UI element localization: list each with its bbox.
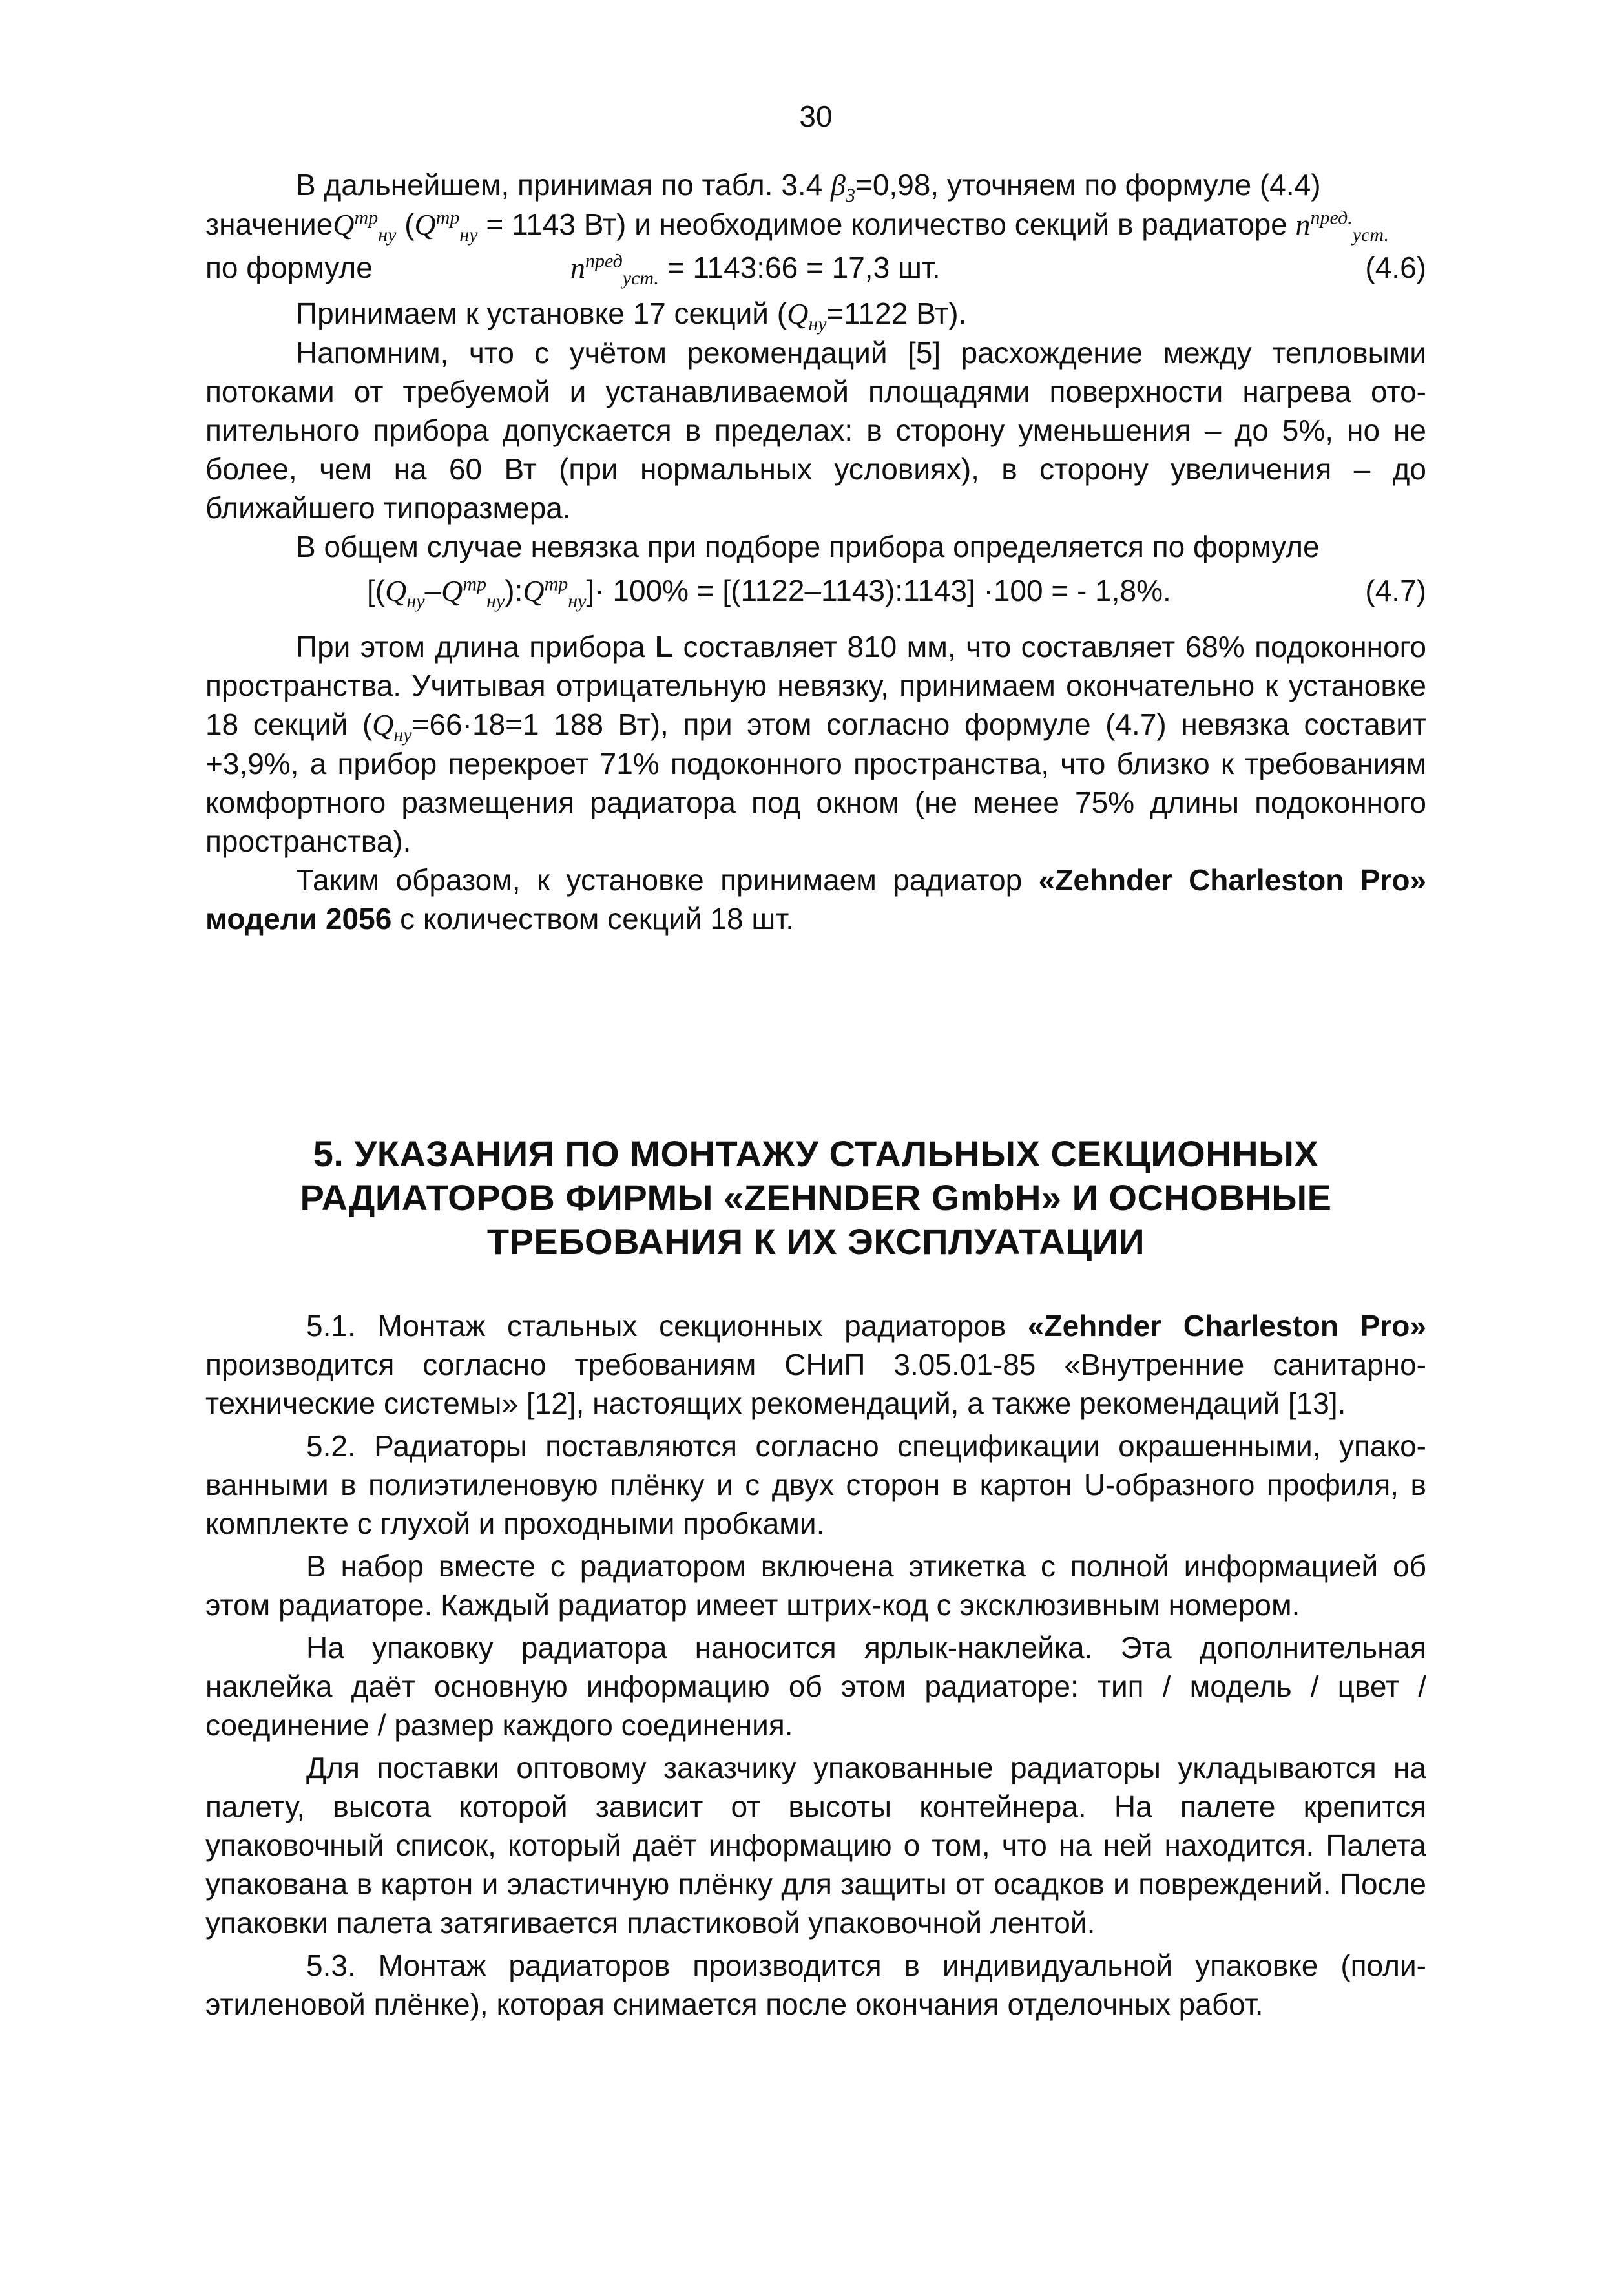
paragraph-general: В общем случае невязка при подборе прибора определяется по формуле bbox=[296, 530, 1320, 563]
nu-subscript: ну bbox=[568, 591, 587, 612]
text: =66·18=1 188 Вт), при этом согласно формуле (4.7) невязка составит +3,9%, а прибор перекроет 71% подоконного пространства, что близко к требованиям комфортного размещения радиатора под окном (не менее 75% длины подоконного пространства). bbox=[205, 707, 1426, 858]
text: 5.1. Монтаж стальных секционных радиаторов bbox=[306, 1309, 1028, 1343]
paragraph-pack: На упаковку радиатора наносится ярлык-наклейка. Эта дополнительная наклейка даёт основную информацию об этом радиаторе: тип / модель / цвет / соединение / размер каждого соединения. bbox=[205, 1631, 1426, 1742]
nu-subscript: ну bbox=[459, 224, 478, 246]
nu-subscript: ну bbox=[486, 591, 505, 612]
nu-subscript: ну bbox=[406, 591, 425, 612]
paragraph-accept bbox=[205, 294, 1426, 333]
formula-4-6 bbox=[205, 248, 1426, 288]
paragraph-pallet: Для поставки оптовому заказчику упакованные радиаторы укладываются на палету, высота которой зависит от высоты контейнера. На палете крепится упаковочный список, который даёт информацию о том, что на ней находится. Палета упакована в картон и эластичную плёнку для защиты от осадков и повреждений. После упаковки палета затягивается пластиковой упаковочной лентой. bbox=[205, 1751, 1426, 1940]
formula-text: ): bbox=[505, 574, 523, 607]
tr-superscript: тр bbox=[544, 573, 568, 595]
pred-superscript: пред bbox=[585, 250, 623, 272]
formula-4-7 bbox=[205, 571, 1426, 611]
title-line: РАДИАТОРОВ ФИРМЫ «ZEHNDER GmbH» И ОСНОВНЫЕ bbox=[300, 1177, 1332, 1218]
paragraph-5-3: 5.3. Монтаж радиаторов производится в индивидуальной упаковке (полиэтиленовой плёнке), которая снимается после окончания отделочных работ. bbox=[205, 1949, 1426, 2021]
nu-subscript: ну bbox=[808, 313, 827, 335]
q-symbol: Q bbox=[333, 208, 355, 241]
formula-expression bbox=[570, 248, 1349, 288]
paragraph-intro-cont bbox=[205, 205, 1426, 244]
tr-superscript: тр bbox=[463, 573, 487, 595]
text: с количеством секций 18 шт. bbox=[391, 902, 794, 936]
paragraph-label: В набор вместе с радиатором включена этикетка с полной информацией об этом радиаторе. Каждый радиатор имеет штрих-код с эксклюзивным номером. bbox=[205, 1549, 1426, 1622]
formula-expression bbox=[205, 571, 1349, 611]
formula-text: 100% = [(1122–1143):1143] ·100 = - 1,8%. bbox=[604, 574, 1171, 607]
pred-superscript: пред. bbox=[1310, 207, 1353, 229]
spacer bbox=[205, 938, 1426, 1132]
n-symbol: n bbox=[1295, 208, 1311, 241]
nu-subscript: ну bbox=[393, 724, 412, 746]
ust-subscript: уст. bbox=[1352, 224, 1389, 246]
text: =0,98, уточняем по формуле (4.4) bbox=[855, 168, 1321, 202]
text: При этом длина прибора bbox=[296, 630, 655, 664]
formula-label: по формуле bbox=[205, 251, 373, 284]
title-line: 5. УКАЗАНИЯ ПО МОНТАЖУ СТАЛЬНЫХ СЕКЦИОННЫХ bbox=[313, 1133, 1319, 1174]
formula-text: = 1143:66 = 17,3 шт. bbox=[658, 251, 941, 284]
formula-text: [( bbox=[367, 574, 386, 607]
text: составляет 810 мм, что составляет 68% подоконного пространства. Учитывая отрицательную невязку, принимаем окончательно к установке 18 секций ( bbox=[205, 630, 1426, 741]
paragraph-thus bbox=[205, 861, 1426, 938]
paragraph-length bbox=[205, 627, 1426, 861]
formula-number: (4.6) bbox=[1365, 251, 1426, 284]
q-symbol: Q bbox=[414, 208, 436, 241]
formula-text: ]· bbox=[586, 574, 605, 607]
text: производится согласно требованиям СНиП 3.05.01-85 «Внутренние санитарно-технические системы» [12], настоящих рекомендаций, а также рекомендаций [13]. bbox=[205, 1348, 1426, 1420]
nu-subscript: ну bbox=[378, 224, 397, 246]
beta-subscript: 3 bbox=[845, 185, 855, 207]
formula-number: (4.7) bbox=[1365, 574, 1426, 607]
section-5-title bbox=[205, 1132, 1426, 1264]
n-symbol: n bbox=[570, 251, 585, 284]
q-symbol: Q bbox=[787, 297, 809, 330]
text: Принимаем к установке 17 секций ( bbox=[296, 297, 787, 330]
page-number: 30 bbox=[799, 99, 833, 133]
text: Таким образом, к установке принимаем радиатор bbox=[296, 863, 1039, 897]
title-line: ТРЕБОВАНИЯ К ИХ ЭКСПЛУАТАЦИИ bbox=[486, 1221, 1145, 1262]
q-symbol: Q bbox=[372, 708, 394, 741]
tr-superscript: тр bbox=[354, 207, 379, 229]
text: ( bbox=[396, 207, 415, 241]
product-name: «Zehnder Charleston Pro» bbox=[1027, 1309, 1426, 1343]
tr-superscript: тр bbox=[435, 207, 460, 229]
beta-symbol: β bbox=[831, 169, 846, 202]
q-symbol: Q bbox=[385, 574, 407, 607]
paragraph-5-1 bbox=[205, 1306, 1426, 1423]
text: В дальнейшем, принимая по табл. 3.4 bbox=[296, 168, 831, 202]
model-name: «Zehnder Charleston Pro» модели 2056 bbox=[205, 863, 1426, 936]
text: = 1143 Вт) и необходимое количество секций в радиаторе bbox=[477, 207, 1296, 241]
paragraph-intro bbox=[205, 165, 1426, 205]
ust-subscript: уст. bbox=[622, 267, 659, 289]
q-symbol: Q bbox=[441, 574, 463, 607]
formula-text: – bbox=[424, 574, 442, 607]
q-symbol: Q bbox=[523, 574, 545, 607]
paragraph-5-2: 5.2. Радиаторы поставляются согласно спецификации окрашенными, упакованными в полиэтиленовую плёнку и с двух сторон в картон U-образного профиля, в комплекте с глухой и проходными пробками. bbox=[205, 1429, 1426, 1540]
text: =1122 Вт). bbox=[826, 297, 967, 330]
length-symbol: L bbox=[654, 630, 674, 664]
text: значение bbox=[205, 207, 333, 241]
paragraph-remind: Напомним, что с учётом рекомендаций [5] расхождение между тепловыми потоками от требуемой и устанавливаемой площадями поверхности нагрева отопительного прибора допускается в пределах: в сторону уменьшения – до 5%, но не более, чем на 60 Вт (при нормальных условиях), в сторону увеличения – до ближайшего типоразмера. bbox=[205, 336, 1426, 525]
